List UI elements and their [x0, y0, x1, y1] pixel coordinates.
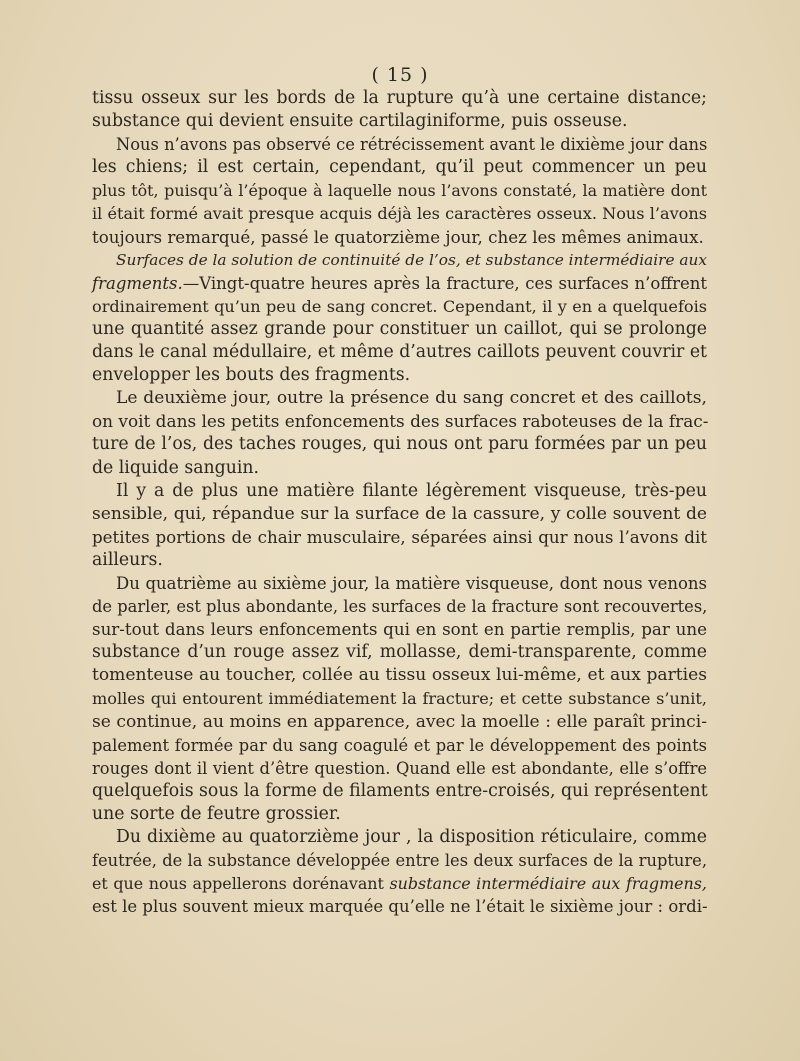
- text-line: quelquefois sous la forme de filaments entre-croisés, qui représentent: [92, 780, 708, 801]
- text-line: tissu osseux sur les bords de la rupture qu’à une certaine distance;: [92, 88, 707, 108]
- text-line: toujours remarqué, passé le quatorzième jour, chez les mêmes animaux.: [92, 226, 704, 247]
- text-line: plus tôt, puisqu’à l’époque à laquelle nous l’avons constaté, la matière dont: [92, 181, 707, 201]
- section-heading-line: Surfaces de la solution de continuité de l’os, et substance intermédiaire aux: [116, 250, 707, 269]
- text-line: est le plus souvent mieux marquée qu’elle ne l’était le sixième jour : ordi-: [92, 897, 708, 917]
- text-line: rouges dont il vient d’être question. Quand elle est abondante, elle s’offre: [92, 758, 707, 778]
- text-line: substance qui devient ensuite cartilaginiforme, puis osseuse.: [92, 111, 628, 132]
- text-line: substance d’un rouge assez vif, mollasse, demi-transparente, comme: [92, 642, 707, 663]
- text-line: ture de l’os, des taches rouges, qui nous ont paru formées par un peu: [92, 434, 707, 455]
- text-line: de parler, est plus abondante, les surfaces de la fracture sont recouvertes,: [92, 597, 708, 617]
- text-line: fragments.—Vingt-quatre heures après la fracture, ces surfaces n’offrent: [92, 273, 707, 293]
- text-line: sensible, qui, répandue sur la surface de la cassure, y colle souvent de: [92, 503, 707, 524]
- text-line: une quantité assez grande pour constituer un caillot, qui se prolonge: [92, 318, 707, 339]
- text-line: Du quatrième au sixième jour, la matière visqueuse, dont nous venons: [116, 573, 707, 593]
- text-line: palement formée par du sang coagulé et par le développement des points: [92, 735, 707, 755]
- text-line: feutrée, de la substance développée entre les deux surfaces de la rupture,: [92, 851, 707, 871]
- text-line: dans le canal médullaire, et même d’autres caillots peuvent couvrir et: [92, 342, 707, 363]
- page-number: ( 15 ): [371, 64, 429, 86]
- text-line: Nous n’avons pas observé ce rétrécissement avant le dixième jour dans: [116, 135, 708, 155]
- text-line: sur-tout dans leurs enfoncements qui en sont en partie remplis, par une: [92, 619, 707, 640]
- text-line: petites portions de chair musculaire, séparées ainsi qur nous l’avons dit: [92, 526, 707, 547]
- text-line: ailleurs.: [92, 549, 163, 570]
- text-line: il était formé avait presque acquis déjà les caractères osseux. Nous l’avons: [92, 204, 707, 224]
- text-line: se continue, au moins en apparence, avec la moelle : elle paraît princi-: [92, 711, 707, 732]
- text-line: envelopper les bouts des fragments.: [92, 365, 411, 386]
- body-text: [92, 87, 707, 918]
- text-line: on voit dans les petits enfoncements des surfaces raboteuses de la frac-: [92, 411, 709, 432]
- text-line: Du dixième au quatorzième jour , la disposition réticulaire, comme: [116, 827, 707, 847]
- text-line: tomenteuse au toucher, collée au tissu osseux lui-même, et aux parties: [92, 665, 707, 686]
- text-line: et que nous appellerons dorénavant substance intermédiaire aux fragmens,: [92, 874, 707, 894]
- text-line: molles qui entourent immédiatement la fracture; et cette substance s’unit,: [92, 689, 707, 709]
- text-line: les chiens; il est certain, cependant, qu’il peut commencer un peu: [92, 157, 707, 178]
- text-line: une sorte de feutre grossier.: [92, 803, 341, 824]
- text-line: Le deuxième jour, outre la présence du sang concret et des caillots,: [116, 388, 707, 409]
- text-line: de liquide sanguin.: [92, 457, 259, 478]
- text-line: Il y a de plus une matière filante légèrement visqueuse, très-peu: [116, 480, 707, 501]
- text-line: ordinairement qu’un peu de sang concret. Cependant, il y en a quelquefois: [92, 296, 707, 316]
